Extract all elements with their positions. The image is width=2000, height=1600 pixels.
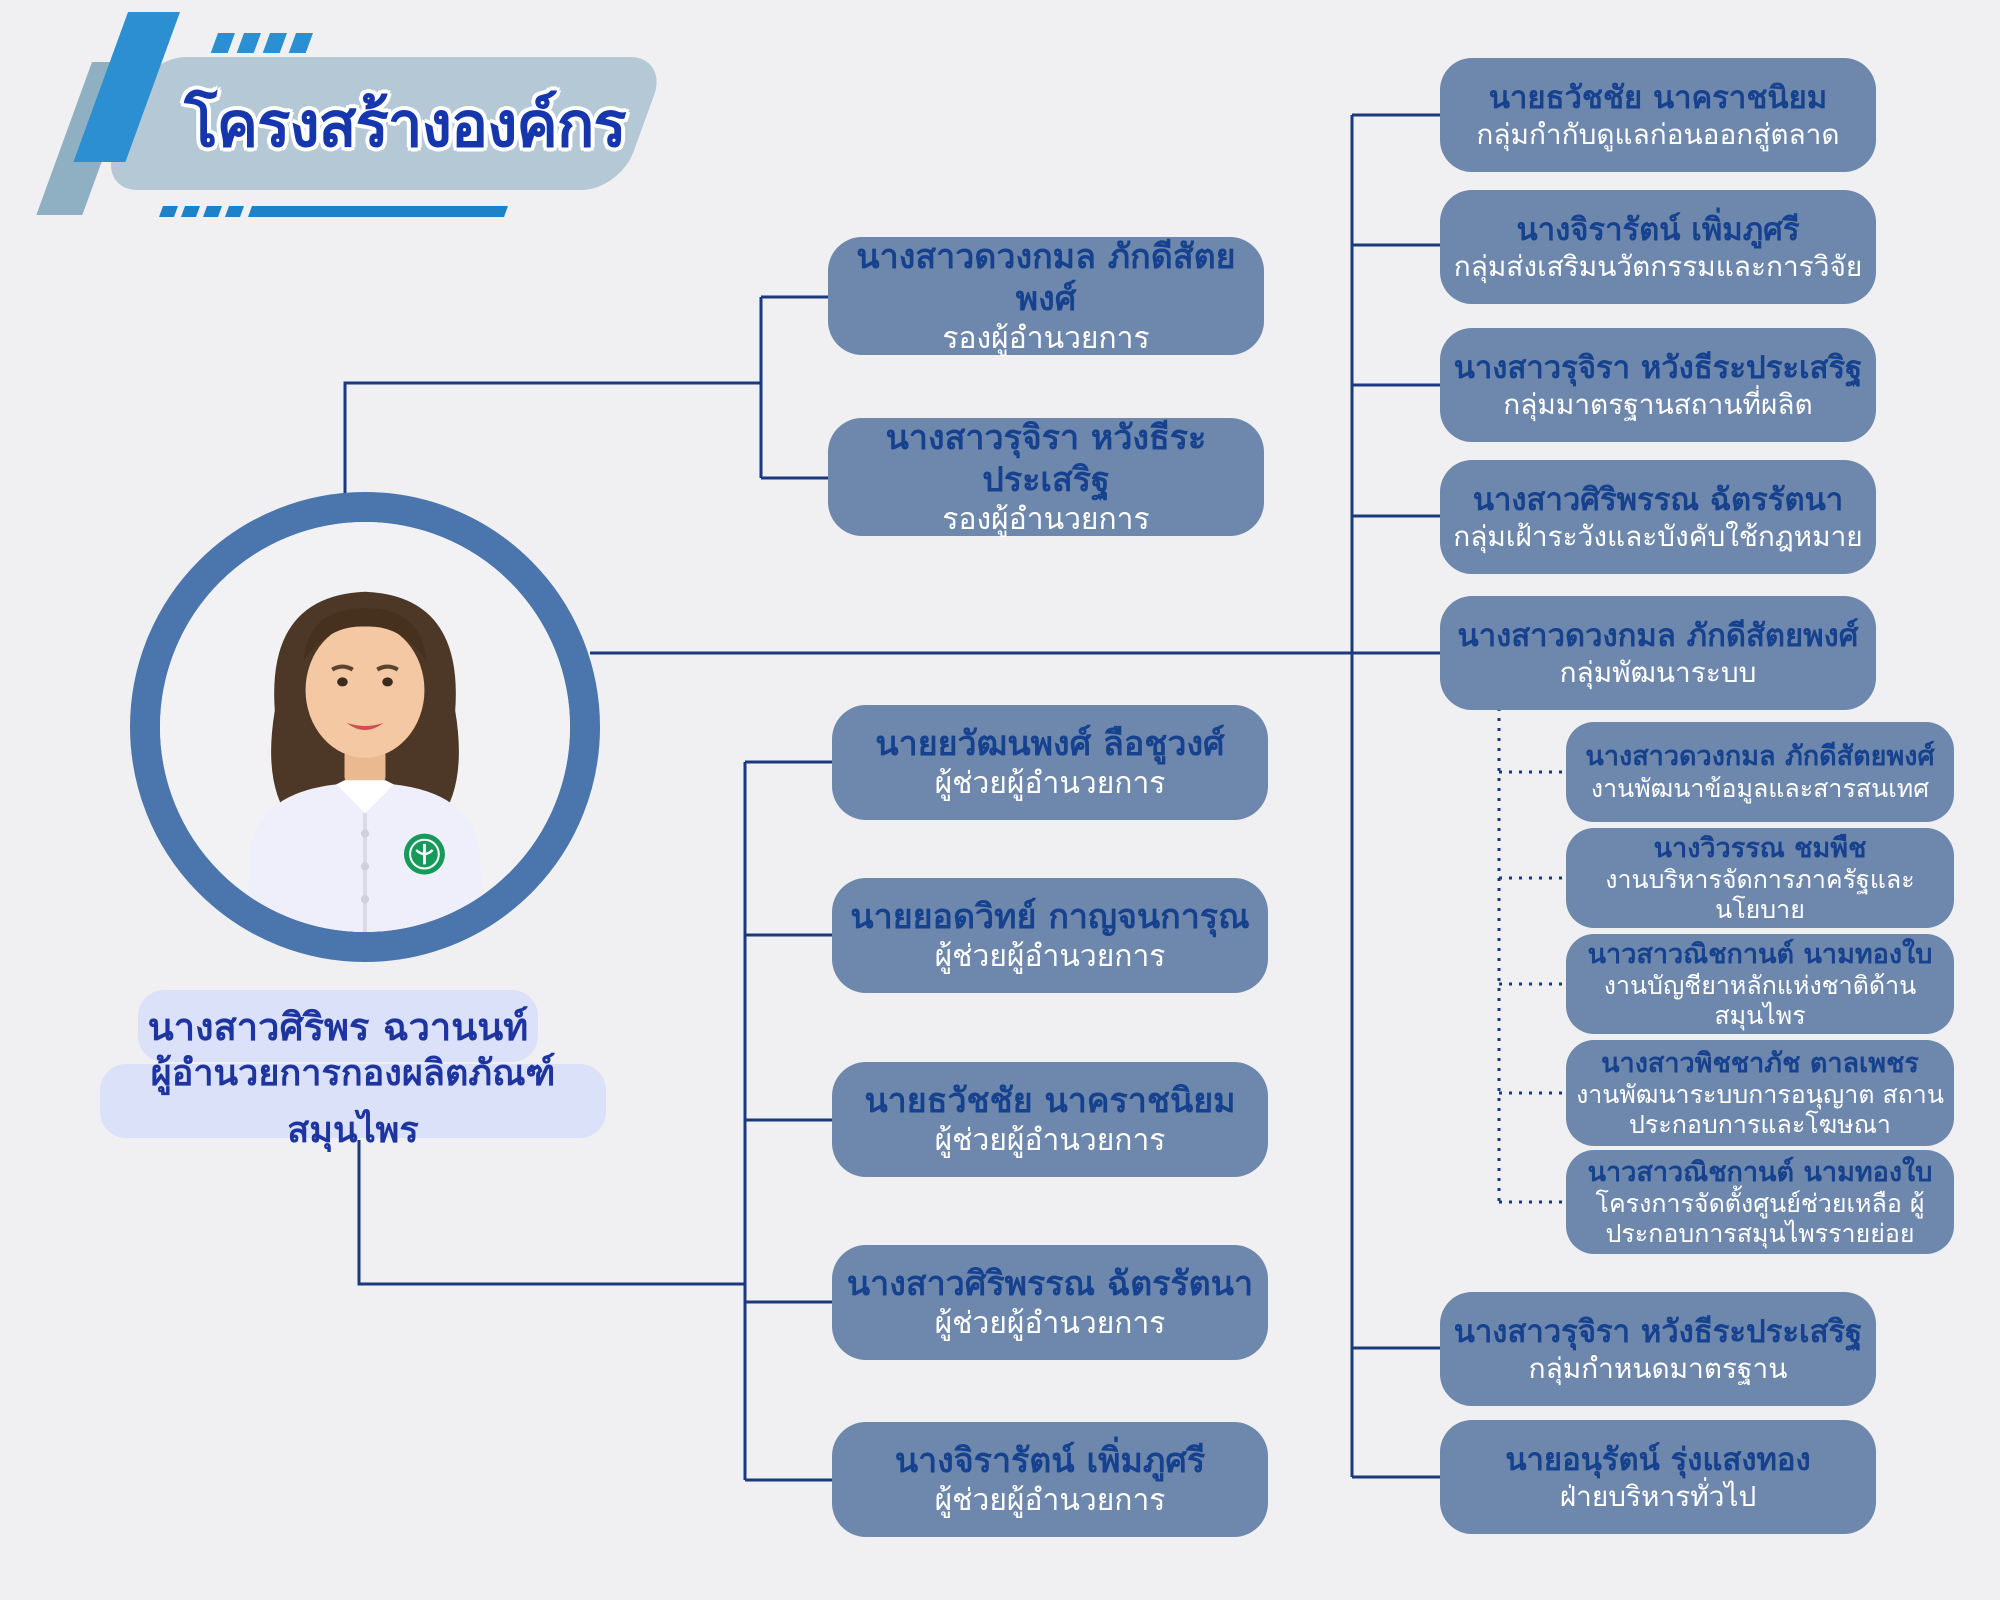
- subunit-name: งานพัฒนาข้อมูลและสารสนเทศ: [1590, 774, 1930, 804]
- group-unit: กลุ่มกำกับดูแลก่อนออกสู่ตลาด: [1476, 117, 1840, 151]
- group-box: [1440, 58, 1876, 172]
- person-role: ผู้ช่วยผู้อำนวยการ: [934, 765, 1166, 801]
- group-unit: ฝ่ายบริหารทั่วไป: [1559, 1479, 1757, 1513]
- page-title: โครงสร้างองค์กร: [184, 88, 626, 161]
- person-name: นายยอดวิทย์ กาญจนการุณ: [850, 897, 1250, 938]
- group-unit: กลุ่มเฝ้าระวังและบังคับใช้กฎหมาย: [1453, 519, 1863, 553]
- director-role-pill: [100, 1053, 606, 1151]
- subunit-name: งานบัญชียาหลักแห่งชาติด้านสมุนไพร: [1603, 971, 1917, 1030]
- person-role: รองผู้อำนวยการ: [942, 501, 1150, 537]
- group-unit: กลุ่มส่งเสริมนวัตกรรมและการวิจัย: [1453, 249, 1863, 283]
- person-role: ผู้ช่วยผู้อำนวยการ: [934, 1482, 1166, 1518]
- group-box: [1440, 190, 1876, 304]
- group-unit: กลุ่มมาตรฐานสถานที่ผลิต: [1503, 387, 1813, 421]
- group-unit: กลุ่มกำหนดมาตรฐาน: [1528, 1351, 1788, 1385]
- subunit-name: งานพัฒนาระบบการอนุญาต สถานประกอบการและโฆษณา: [1576, 1080, 1944, 1139]
- director-role: ผู้อำนวยการกองผลิตภัณฑ์สมุนไพร: [150, 1053, 556, 1151]
- person-name: นายอนุรัตน์ รุ่งแสงทอง: [1505, 1441, 1811, 1478]
- person-name: นางสาวดวงกมล ภักดีสัตยพงศ์: [1585, 741, 1935, 773]
- person-name: นาวสาวณิชกานต์ นามทองใบ: [1587, 938, 1933, 970]
- person-role: รองผู้อำนวยการ: [942, 320, 1150, 356]
- person-name: นางสาวรุจิรา หวังธีระประเสริฐ: [1453, 1313, 1863, 1350]
- person-name: นางจิรารัตน์ เพิ่มภูศรี: [1516, 211, 1800, 248]
- person-name: นายธวัชชัย นาคราชนิยม: [864, 1081, 1236, 1122]
- subunit-box: [1566, 1150, 1954, 1254]
- person-name: นางวิวรรณ ชมพืช: [1653, 832, 1867, 864]
- subunit-box: [1566, 828, 1954, 928]
- director-name: นางสาวศิริพร ฉวานนท์: [147, 1004, 529, 1049]
- deputy-box: [828, 418, 1264, 536]
- person-role: ผู้ช่วยผู้อำนวยการ: [934, 938, 1166, 974]
- subunit-name: โครงการจัดตั้งศูนย์ช่วยเหลือ ผู้ประกอบการสมุนไพรรายย่อย: [1595, 1189, 1925, 1248]
- person-name: นายธวัชชัย นาคราชนิยม: [1488, 79, 1828, 116]
- person-name: นาวสาวณิชกานต์ นามทองใบ: [1587, 1156, 1933, 1188]
- person-name: นางสาวดวงกมล ภักดีสัตยพงศ์: [856, 236, 1236, 319]
- person-name: นายยวัฒนพงศ์ ลือชูวงศ์: [875, 724, 1225, 765]
- subunit-box: [1566, 722, 1954, 822]
- subunit-name: งานบริหารจัดการภาครัฐและนโยบาย: [1605, 865, 1915, 924]
- group-box: [1440, 1292, 1876, 1406]
- deputy-box: [828, 237, 1264, 355]
- assistant-box: [832, 1422, 1268, 1537]
- group-box: [1440, 328, 1876, 442]
- subunit-box: [1566, 1040, 1954, 1146]
- group-box: [1440, 1420, 1876, 1534]
- person-role: ผู้ช่วยผู้อำนวยการ: [934, 1305, 1166, 1341]
- person-role: ผู้ช่วยผู้อำนวยการ: [934, 1122, 1166, 1158]
- banner-underline-bar: [248, 206, 508, 217]
- assistant-box: [832, 1245, 1268, 1360]
- person-name: นางสาวรุจิรา หวังธีระประเสริฐ: [885, 417, 1207, 500]
- group-unit: กลุ่มพัฒนาระบบ: [1559, 655, 1757, 689]
- director-photo: [130, 492, 600, 962]
- group-box: [1440, 596, 1876, 710]
- person-name: นางสาวพิชชาภัช ตาลเพชร: [1601, 1047, 1919, 1079]
- assistant-box: [832, 1062, 1268, 1177]
- assistant-box: [832, 878, 1268, 993]
- assistant-box: [832, 705, 1268, 820]
- person-name: นางสาวดวงกมล ภักดีสัตยพงศ์: [1457, 617, 1859, 654]
- group-box: [1440, 460, 1876, 574]
- subunit-box: [1566, 934, 1954, 1034]
- person-name: นางสาวศิริพรรณ ฉัตรรัตนา: [846, 1264, 1254, 1305]
- person-name: นางจิรารัตน์ เพิ่มภูศรี: [894, 1441, 1206, 1482]
- person-name: นางสาวศิริพรรณ ฉัตรรัตนา: [1472, 481, 1844, 518]
- avatar-face: [306, 622, 425, 757]
- person-name: นางสาวรุจิรา หวังธีระประเสริฐ: [1453, 349, 1863, 386]
- director-portrait-illustration: [160, 522, 570, 932]
